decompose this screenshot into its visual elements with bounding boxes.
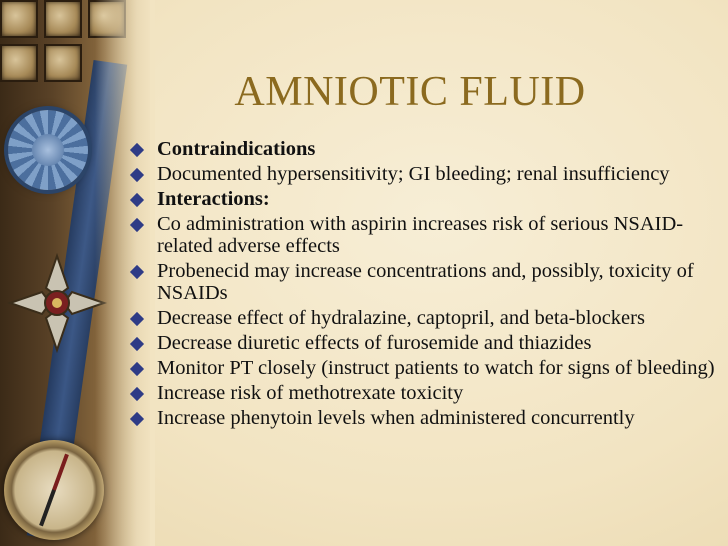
bullet-text: Decrease effect of hydralazine, captopril, and beta-blockers bbox=[157, 307, 645, 329]
frame-cell bbox=[44, 44, 82, 82]
diamond-icon bbox=[130, 218, 144, 232]
bullet-item bbox=[130, 213, 726, 257]
bullet-item bbox=[130, 307, 726, 329]
bullet-item bbox=[130, 357, 726, 379]
bullet-text: Co administration with aspirin increases risk of serious NSAID-related adverse effects bbox=[157, 213, 684, 257]
bullet-item bbox=[130, 332, 726, 354]
bullet-item bbox=[130, 163, 726, 185]
diamond-icon bbox=[130, 412, 144, 426]
bullet-item bbox=[130, 138, 726, 160]
diamond-icon bbox=[130, 143, 144, 157]
diamond-icon bbox=[130, 312, 144, 326]
bullet-text: Interactions: bbox=[157, 188, 270, 210]
diamond-icon bbox=[130, 265, 144, 279]
bullet-text: Probenecid may increase concentrations and, possibly, toxicity of NSAIDs bbox=[157, 260, 694, 304]
bullet-text: Increase phenytoin levels when administered concurrently bbox=[157, 407, 635, 429]
bullet-item bbox=[130, 260, 726, 304]
diamond-icon bbox=[130, 193, 144, 207]
bullet-item bbox=[130, 407, 726, 429]
slide-title: AMNIOTIC FLUID bbox=[234, 69, 586, 115]
diamond-icon bbox=[130, 337, 144, 351]
bullet-text: Documented hypersensitivity; GI bleeding; renal insufficiency bbox=[157, 163, 670, 185]
bullet-item bbox=[130, 188, 726, 210]
rosette-center bbox=[32, 134, 64, 166]
bullet-item bbox=[130, 382, 726, 404]
bullet-text: Monitor PT closely (instruct patients to watch for signs of bleeding) bbox=[157, 357, 715, 379]
diamond-icon bbox=[130, 168, 144, 182]
frame-cell bbox=[44, 0, 82, 38]
bullet-text: Increase risk of methotrexate toxicity bbox=[157, 382, 464, 404]
frame-cell bbox=[0, 0, 38, 38]
diamond-icon bbox=[130, 362, 144, 376]
bullet-text: Decrease diuretic effects of furosemide and thiazides bbox=[157, 332, 592, 354]
bullet-list bbox=[130, 138, 726, 432]
frame-cell bbox=[0, 44, 38, 82]
diamond-icon bbox=[130, 387, 144, 401]
bullet-text: Contraindications bbox=[157, 138, 316, 160]
